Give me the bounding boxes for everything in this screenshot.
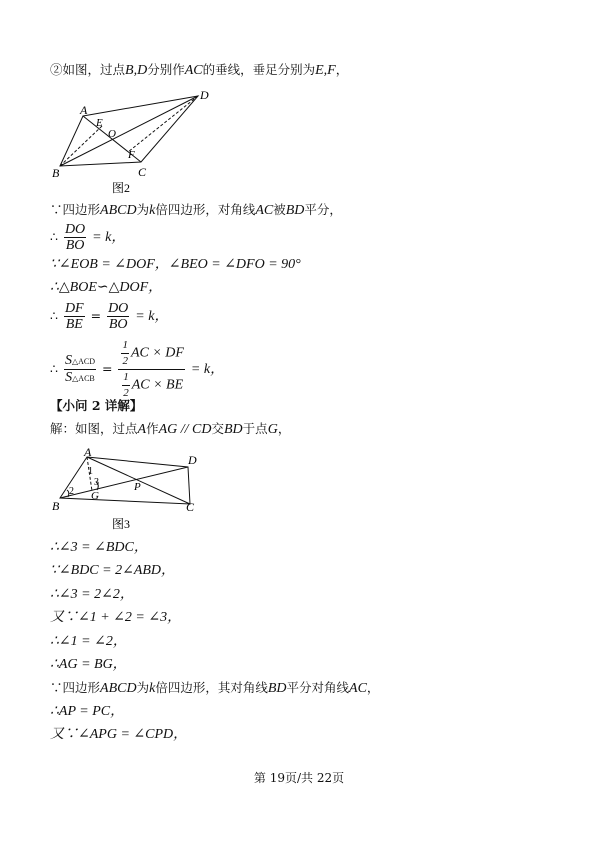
l1-t0: ∵四边形 bbox=[50, 202, 101, 217]
s7-k: k bbox=[149, 681, 156, 696]
p3-t0: 解：如图，过点 bbox=[50, 421, 138, 436]
p3-ag-cd: AG // CD bbox=[158, 422, 212, 437]
angle-label-3: 3 bbox=[94, 477, 99, 488]
p3-t6: 于点 bbox=[242, 421, 268, 436]
p3-a: A bbox=[137, 422, 147, 437]
figure-3-caption: 图3 bbox=[112, 517, 131, 531]
label-a: A bbox=[80, 103, 88, 117]
intro-comma: ， bbox=[335, 62, 349, 77]
fraction-do-bo bbox=[64, 222, 86, 253]
part2-intro bbox=[50, 62, 348, 79]
half-den: 2 bbox=[123, 387, 129, 399]
angle-label-1: 1 bbox=[88, 466, 93, 477]
step-9: 又∵∠APG = ∠CPD， bbox=[50, 727, 188, 742]
step-2: ∵∠BDC = 2∠ABD， bbox=[50, 563, 176, 578]
half-den: 2 bbox=[122, 355, 128, 367]
label-c: C bbox=[138, 165, 147, 179]
proof-line-5 bbox=[50, 301, 168, 332]
half-product-den bbox=[118, 370, 185, 401]
intro-points: B,D bbox=[125, 63, 148, 78]
proof-line-1 bbox=[50, 202, 342, 219]
step-8: ∴AP = PC， bbox=[50, 704, 125, 719]
half-fraction bbox=[122, 370, 130, 401]
l1-t4: 倍四边形，对角线 bbox=[155, 202, 256, 217]
product-ac-be: AC × BE bbox=[131, 377, 184, 393]
label-d: D bbox=[188, 453, 197, 467]
step-6: ∴AG = BG， bbox=[50, 657, 127, 672]
product-ac-df: AC × DF bbox=[130, 345, 184, 361]
area-symbol: S bbox=[64, 353, 72, 368]
proof-line-3: ∵∠EOB = ∠DOF，∠BEO = ∠DFO = 90° bbox=[50, 257, 301, 272]
label-p: P bbox=[134, 481, 141, 493]
perp-be bbox=[60, 126, 102, 166]
label-d: D bbox=[200, 88, 209, 102]
l1-bd: BD bbox=[285, 203, 305, 218]
l1-t2: 为 bbox=[136, 202, 150, 217]
label-e: E bbox=[96, 117, 103, 129]
intro-text-2: 分别作 bbox=[147, 62, 185, 77]
page-footer: 第 19页/共 22页 bbox=[253, 771, 345, 785]
intro-ac: AC bbox=[184, 63, 203, 78]
area-sub-acb: △ACB bbox=[72, 374, 95, 383]
s7-t4: 倍四边形，其对角线 bbox=[155, 680, 268, 695]
step-5: ∴∠1 = ∠2， bbox=[50, 634, 127, 649]
step-3: ∴∠3 = 2∠2， bbox=[50, 587, 134, 602]
quadrilateral-abcd bbox=[60, 457, 190, 504]
s7-t0: ∵四边形 bbox=[50, 680, 101, 695]
s7-t8: ， bbox=[366, 680, 380, 695]
intro-feet: E,F bbox=[315, 63, 336, 78]
half-num: 1 bbox=[122, 370, 130, 386]
frac-den: BO bbox=[108, 317, 128, 332]
area-num bbox=[64, 353, 96, 370]
diagonal-bd bbox=[60, 467, 188, 498]
step-7 bbox=[50, 680, 379, 697]
s7-ac: AC bbox=[349, 681, 367, 696]
figure-3 bbox=[0, 440, 598, 540]
therefore-symbol: ∴ bbox=[50, 361, 58, 376]
part3-intro bbox=[50, 421, 290, 438]
step-1: ∴∠3 = ∠BDC， bbox=[50, 540, 148, 555]
intro-text-3: 的垂线，垂足分别为 bbox=[202, 62, 316, 77]
s7-bd: BD bbox=[267, 681, 287, 696]
p3-g: G bbox=[267, 422, 278, 437]
l1-k: k bbox=[149, 203, 156, 218]
l1-t8: 平分， bbox=[304, 202, 342, 217]
fraction-area-ratio bbox=[64, 353, 96, 386]
proof-line-6 bbox=[50, 338, 224, 401]
proof-line-4: ∴△BOE∽△DOF， bbox=[50, 280, 163, 295]
p3-bd: BD bbox=[224, 422, 243, 437]
l2-tail: = k， bbox=[92, 230, 126, 245]
therefore-symbol: ∴ bbox=[50, 308, 58, 323]
equals: = bbox=[101, 361, 113, 376]
angle-label-2: 2 bbox=[69, 486, 74, 497]
fraction-df-be bbox=[64, 301, 85, 332]
intro-text-1: ②如图，过点 bbox=[50, 62, 126, 77]
label-c: C bbox=[186, 500, 195, 514]
area-sub-acd: △ACD bbox=[71, 357, 95, 366]
label-o: O bbox=[108, 128, 116, 140]
frac-num: DO bbox=[108, 301, 129, 316]
label-f: F bbox=[128, 149, 135, 161]
proof-line-2 bbox=[50, 222, 125, 253]
s7-t6: 平分对角线 bbox=[286, 680, 350, 695]
frac-den: BO bbox=[65, 238, 85, 253]
fraction-half-products bbox=[118, 338, 185, 401]
fraction-do-bo bbox=[107, 301, 129, 332]
frac-num: DO bbox=[64, 222, 86, 237]
p3-t4: 交 bbox=[211, 421, 224, 436]
frac-num: DF bbox=[64, 301, 84, 316]
l1-t6: 被 bbox=[273, 202, 286, 217]
s7-abcd: ABCD bbox=[100, 681, 137, 696]
l5-tail: = k， bbox=[135, 309, 169, 324]
perp-df bbox=[128, 96, 198, 152]
area-symbol: S bbox=[65, 370, 73, 385]
figure-2-caption: 图2 bbox=[112, 181, 131, 195]
label-b: B bbox=[52, 166, 60, 180]
l1-abcd: ABCD bbox=[100, 203, 137, 218]
label-b: B bbox=[52, 499, 60, 513]
label-g: G bbox=[91, 490, 99, 502]
area-den bbox=[64, 370, 96, 386]
half-product-num bbox=[118, 338, 185, 370]
l6-tail: = k， bbox=[190, 362, 225, 377]
p3-t8: ， bbox=[277, 421, 291, 436]
therefore-symbol: ∴ bbox=[50, 229, 58, 244]
s7-t2: 为 bbox=[136, 680, 150, 695]
label-a: A bbox=[84, 445, 92, 459]
l1-ac: AC bbox=[255, 203, 274, 218]
half-fraction bbox=[121, 338, 129, 369]
step-4: 又∵∠1 + ∠2 = ∠3， bbox=[50, 610, 182, 625]
equals: = bbox=[90, 308, 102, 323]
frac-den: BE bbox=[65, 317, 83, 332]
section-heading: 【小问 2 详解】 bbox=[50, 398, 143, 413]
half-num: 1 bbox=[121, 338, 129, 354]
p3-t2: 作 bbox=[146, 421, 159, 436]
